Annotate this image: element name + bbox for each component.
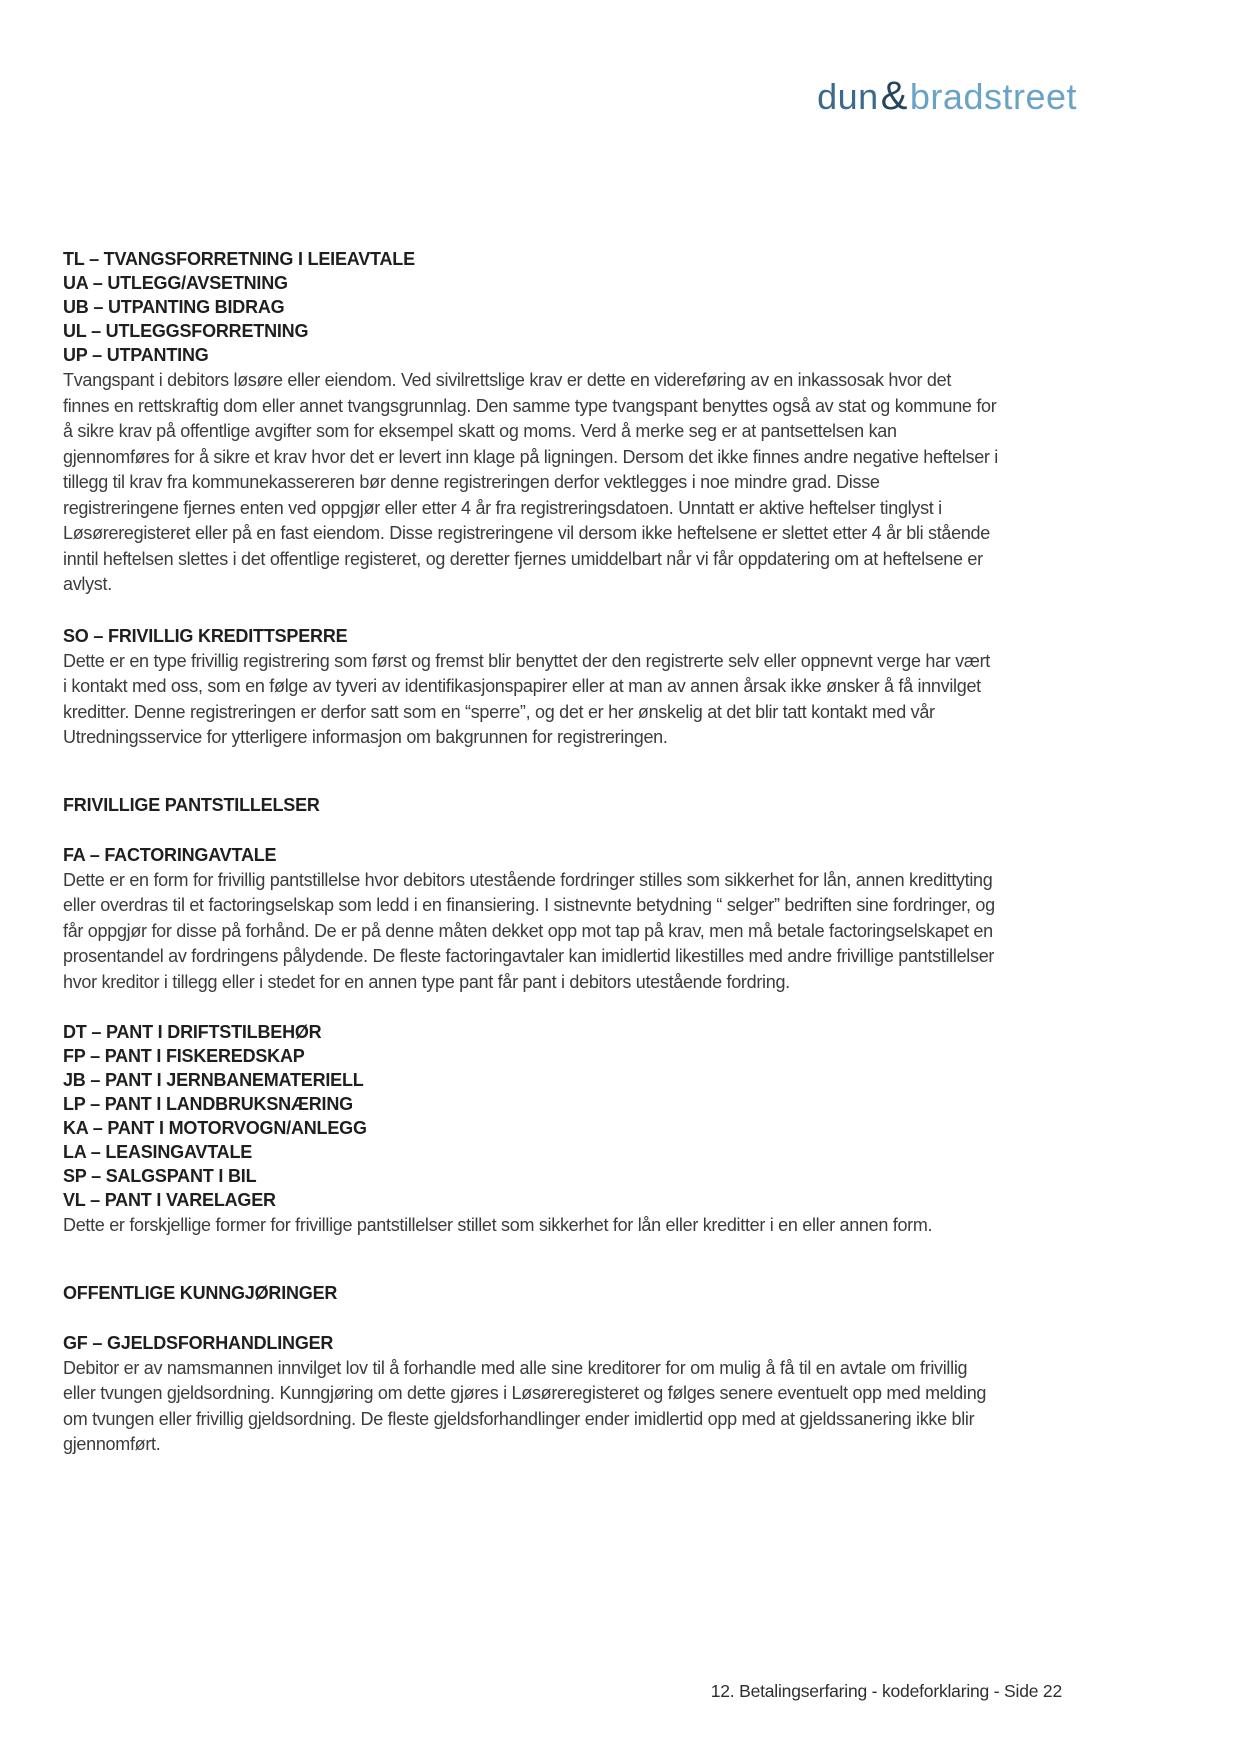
header (0, 0, 1241, 117)
codes-pant-group (63, 1020, 998, 1212)
heading-fa-factoringavtale: FA – FACTORINGAVTALE (63, 844, 277, 865)
codes-pant-group-line-3: LP – PANT I LANDBRUKSNÆRING (63, 1094, 353, 1114)
paragraph-pant: Dette er forskjellige former for frivillige pantstillelser stillet som sikkerhet for lån eller kreditter i en eller annen form. (63, 1215, 933, 1235)
dun-bradstreet-logo (817, 76, 1077, 117)
paragraph-tvangspant: Tvangspant i debitors løsøre eller eiendom. Ved sivilrettslige krav er dette en videreføring av en inkassosak hvor det finnes en rettskraftig dom eller annet tvangsgrunnlag. Den samme type tvangspant benyttes også av stat og kommune for å sikre krav på offentlige avgifter som for eksempel skatt og moms. Verd å merke seg er at pantsettelsen kan gjennomføres for å sikre et krav hvor det er levert inn klage på ligningen. Dersom det ikke finnes andre negative heftelser i tillegg til krav fra kommunekassereren bør denne registreringen derfor vektlegges i noe mindre grad. Disse registreringene fjernes enten ved oppgjør eller etter 4 år fra registreringsdatoen. Unntatt er aktive heftelser tinglyst i Løsøreregisteret eller på en fast eiendom. Disse registreringene vil dersom ikke heftelsene er slettet etter 4 år bli stående inntil heftelsen slettes i det offentlige registeret, og deretter fjernes umiddelbart når vi får oppdatering om at heftelsene er avlyst. (63, 370, 999, 594)
codes-tvangsforretning-group (63, 247, 998, 367)
section-title-offentlige-kunngjoringer: OFFENTLIGE KUNNGJØRINGER (63, 1282, 338, 1303)
logo-text-dun: dun (817, 76, 879, 117)
document-body (63, 247, 998, 1458)
codes-pant-group-line-2: JB – PANT I JERNBANEMATERIELL (63, 1070, 364, 1090)
codes-tvangsforretning-group-line-0: TL – TVANGSFORRETNING I LEIEAVTALE (63, 249, 415, 269)
codes-tvangsforretning-group-line-1: UA – UTLEGG/AVSETNING (63, 273, 288, 293)
codes-pant-group-line-1: FP – PANT I FISKEREDSKAP (63, 1046, 305, 1066)
logo-text-bradstreet: bradstreet (909, 76, 1077, 117)
codes-pant-group-line-0: DT – PANT I DRIFTSTILBEHØR (63, 1022, 322, 1042)
codes-pant-group-line-5: LA – LEASINGAVTALE (63, 1142, 253, 1162)
codes-pant-group-line-6: SP – SALGSPANT I BIL (63, 1166, 257, 1186)
paragraph-gf: Debitor er av namsmannen innvilget lov til å forhandle med alle sine kreditorer for om mulig å få til en avtale om frivillig eller tvungen gjeldsordning. Kunngjøring om dette gjøres i Løsøreregisteret og følges senere eventuelt opp med melding om tvungen eller frivillig gjeldsordning. De fleste gjeldsforhandlinger ender imidlertid opp med at gjeldssanering ikke blir gjennomført. (63, 1357, 987, 1454)
paragraph-fa: Dette er en form for frivillig pantstillelse hvor debitors utestående fordringer stilles som sikkerhet for lån, annen kredittyting eller overdras til et factoringselskap som ledd i en finansiering. I sistnevnte betydning “ selger” bedriften sine fordringer, og får oppgjør for disse på forhånd. De er på denne måten dekket opp mot tap på krav, men må betale factoringselskapet en prosentandel av fordringens pålydende. De fleste factoringavtaler kan imidlertid likestilles med andre frivillige pantstillelser hvor kreditor i tillegg eller i stedet for en annen type pant får pant i debitors utestående fordring. (63, 869, 995, 992)
codes-tvangsforretning-group-line-4: UP – UTPANTING (63, 345, 209, 365)
codes-tvangsforretning-group-line-2: UB – UTPANTING BIDRAG (63, 297, 285, 317)
page-footer-label: 12. Betalingserfaring - kodeforklaring - Side 22 (710, 1681, 1062, 1701)
codes-tvangsforretning-group-line-3: UL – UTLEGGSFORRETNING (63, 321, 309, 341)
codes-pant-group-line-4: KA – PANT I MOTORVOGN/ANLEGG (63, 1118, 367, 1138)
section-title-frivillige-pantstillelser: FRIVILLIGE PANTSTILLELSER (63, 794, 320, 815)
logo-ampersand-icon: & (880, 74, 908, 118)
codes-pant-group-line-7: VL – PANT I VARELAGER (63, 1190, 276, 1210)
paragraph-so: Dette er en type frivillig registrering som først og fremst blir benyttet der den registrerte selv eller oppnevnt verge har vært i kontakt med oss, som en følge av tyveri av identifikasjonspapirer eller at man av annen årsak ikke ønsker å få innvilget kreditter. Denne registreringen er derfor satt som en “sperre”, og det er her ønskelig at det blir tatt kontakt med vår Utredningsservice for ytterligere informasjon om bakgrunnen for registreringen. (63, 650, 991, 747)
heading-gf-gjeldsforhandlinger: GF – GJELDSFORHANDLINGER (63, 1332, 334, 1353)
heading-so-frivillig-kredittsperre: SO – FRIVILLIG KREDITTSPERRE (63, 625, 348, 646)
